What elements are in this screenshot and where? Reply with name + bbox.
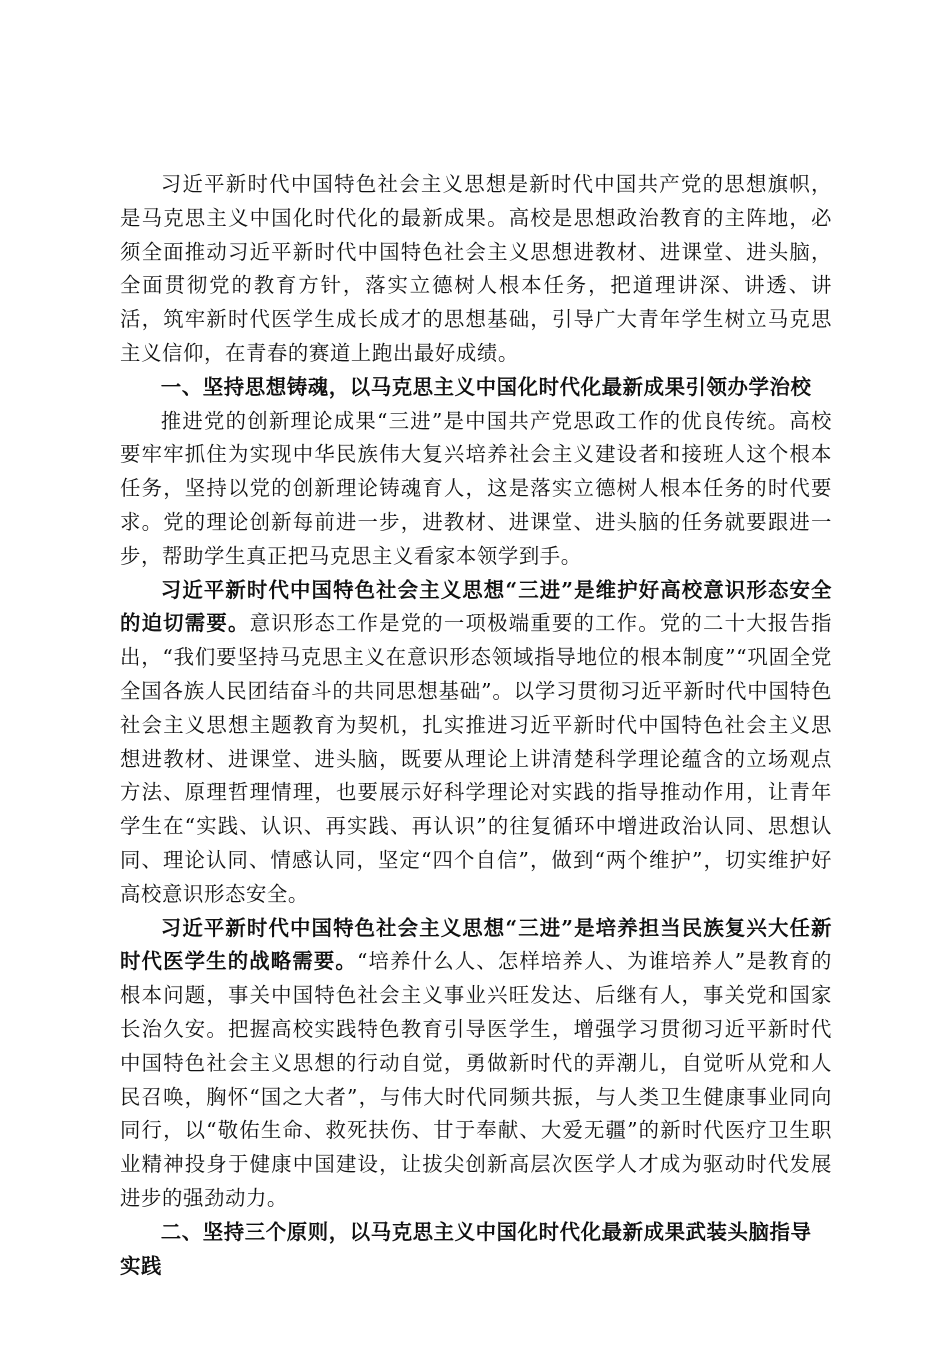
section-heading-2: 二、坚持三个原则，以马克思主义中国化时代化最新成果武装头脑指导实践 (120, 1219, 812, 1278)
document-body (120, 168, 832, 1283)
paragraph-2 (120, 574, 832, 912)
paragraph-1: 推进党的创新理论成果“三进”是中国共产党思政工作的优良传统。高校要牢牢抓住为实现中华民族伟大复兴培养社会主义建设者和接班人这个根本任务，坚持以党的创新理论铸魂育人，这是落实立德树人根本任务的时代要求。党的理论创新每前进一步，进教材、进课堂、进头脑的任务就要跟进一步，帮助学生真正把马克思主义看家本领学到手。 (120, 408, 832, 568)
paragraph-2-text: 意识形态工作是党的一项极端重要的工作。党的二十大报告指出，“我们要坚持马克思主义在意识形态领域指导地位的根本制度”“巩固全党全国各族人民团结奋斗的共同思想基础”。以学习贯彻习近平新时代中国特色社会主义思想主题教育为契机，扎实推进习近平新时代中国特色社会主义思想进教材、进课堂、进头脑，既要从理论上讲清楚科学理论蕴含的立场观点方法、原理哲理情理，也要展示好科学理论对实践的指导推动作用，让青年学生在“实践、认识、再实践、再认识”的往复循环中增进政治认同、思想认同、理论认同、情感认同，坚定“四个自信”，做到“两个维护”，切实维护好高校意识形态安全。 (120, 611, 832, 906)
intro-paragraph: 习近平新时代中国特色社会主义思想是新时代中国共产党的思想旗帜，是马克思主义中国化时代化的最新成果。高校是思想政治教育的主阵地，必须全面推动习近平新时代中国特色社会主义思想进教材、进课堂、进头脑，全面贯彻党的教育方针，落实立德树人根本任务，把道理讲深、讲透、讲活，筑牢新时代医学生成长成才的思想基础，引导广大青年学生树立马克思主义信仰，在青春的赛道上跑出最好成绩。 (120, 172, 832, 365)
paragraph-2-lead: 习近平新时代中国特色社会主义思想“三进”是维护好高校意识形态安全的迫切需要。 (120, 577, 832, 636)
paragraph-3 (120, 912, 832, 1216)
paragraph-3-text: “培养什么人、怎样培养人、为谁培养人”是教育的根本问题，事关中国特色社会主义事业兴旺发达、后继有人，事关党和国家长治久安。把握高校实践特色教育引导医学生，增强学习贯彻习近平新时代中国特色社会主义思想的行动自觉，勇做新时代的弄潮儿，自觉听从党和人民召唤，胸怀“国之大者”，与伟大时代同频共振，与人类卫生健康事业同向同行，以“敬佑生命、救死扶伤、甘于奉献、大爱无疆”的新时代医疗卫生职业精神投身于健康中国建设，让拔尖创新高层次医学人才成为驱动时代发展进步的强劲动力。 (120, 949, 832, 1210)
paragraph-3-lead: 习近平新时代中国特色社会主义思想“三进”是培养担当民族复兴大任新时代医学生的战略需要。 (120, 915, 832, 974)
section-heading-1: 一、坚持思想铸魂，以马克思主义中国化时代化最新成果引领办学治校 (160, 374, 812, 399)
